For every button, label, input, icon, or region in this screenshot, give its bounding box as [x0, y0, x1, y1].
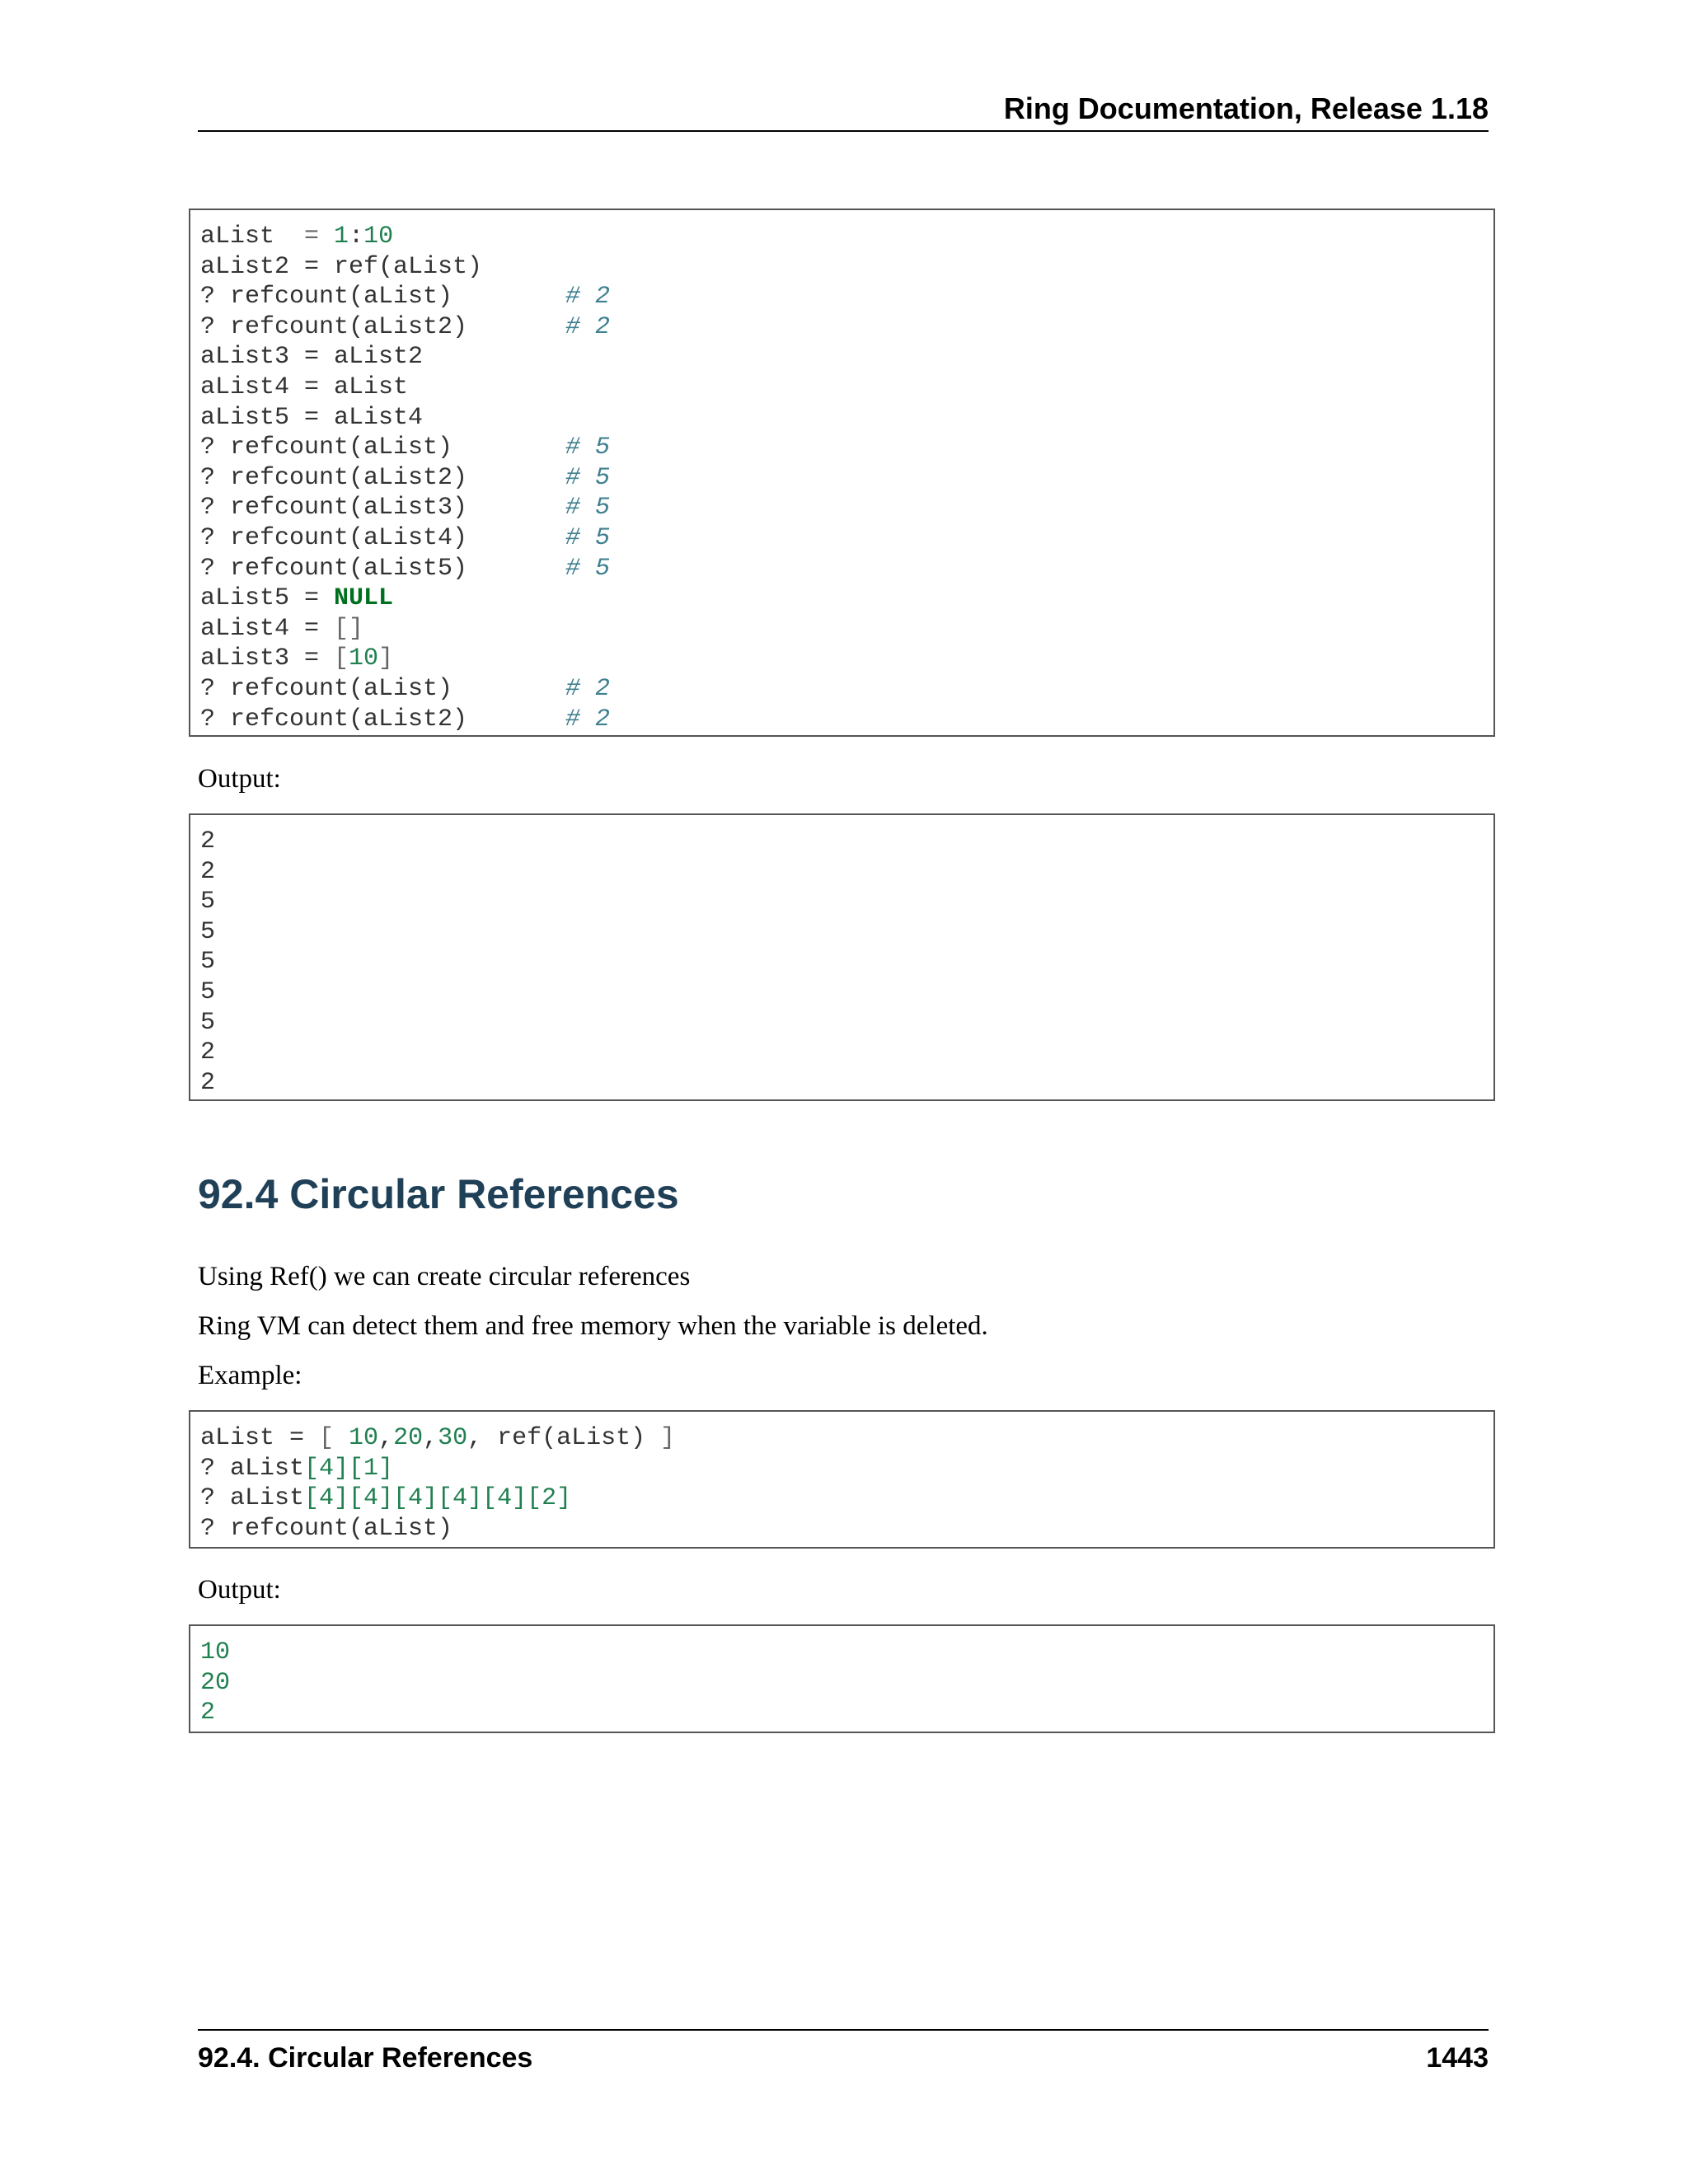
output-line: 10 [200, 1638, 231, 1666]
code-line: ? refcount(aList2) # 5 [200, 463, 611, 492]
code-line: ? refcount(aList) # 2 [200, 283, 611, 312]
code-line: aList3 = [10] [200, 644, 394, 673]
output-line: 5 [200, 977, 216, 1006]
code-line: ? refcount(aList2) # 2 [200, 312, 611, 341]
code-line: aList4 = [] [200, 614, 364, 643]
code-line: aList = 1:10 [200, 223, 394, 251]
output-label: Output: [198, 764, 281, 794]
output-line: 2 [200, 1699, 216, 1727]
page-header [198, 89, 1489, 132]
footer-section-title: 92.4. Circular References [198, 2042, 533, 2074]
code-line: aList2 = ref(aList) [200, 252, 483, 281]
page-footer [198, 2029, 1489, 2080]
code-line: ? refcount(aList5) # 5 [200, 554, 611, 583]
code-line: ? refcount(aList) [200, 1514, 453, 1543]
output-line: 5 [200, 948, 216, 977]
output-line: 2 [200, 1068, 216, 1097]
code-line: ? refcount(aList3) # 5 [200, 494, 611, 523]
document-title: Ring Documentation, Release 1.18 [1003, 91, 1489, 125]
output-block-circular [189, 1624, 1495, 1733]
code-line: ? aList[4][1] [200, 1454, 394, 1483]
paragraph: Ring VM can detect them and free memory when the variable is deleted. [198, 1311, 988, 1341]
paragraph: Using Ref() we can create circular references [198, 1262, 691, 1291]
output-block-refcount [189, 813, 1495, 1101]
output-line: 5 [200, 1008, 216, 1037]
output-line: 2 [200, 857, 216, 886]
code-line: ? refcount(aList4) # 5 [200, 523, 611, 552]
section-heading: 92.4 Circular References [198, 1171, 679, 1217]
code-block-refcount [189, 209, 1495, 737]
code-line: aList5 = NULL [200, 584, 394, 613]
code-line: ? aList[4][4][4][4][4][2] [200, 1484, 572, 1513]
code-line: ? refcount(aList) # 2 [200, 674, 611, 703]
output-line: 2 [200, 1038, 216, 1067]
code-line: aList = [ 10,20,30, ref(aList) ] [200, 1424, 676, 1452]
code-line: aList3 = aList2 [200, 343, 424, 372]
output-label: Output: [198, 1575, 281, 1605]
page-number: 1443 [1426, 2042, 1489, 2074]
code-line: ? refcount(aList2) # 2 [200, 705, 611, 733]
code-line: aList4 = aList [200, 373, 409, 401]
output-line: 20 [200, 1668, 231, 1697]
code-block-circular [189, 1410, 1495, 1549]
output-line: 5 [200, 888, 216, 916]
output-line: 5 [200, 917, 216, 946]
output-line: 2 [200, 827, 216, 855]
code-line: ? refcount(aList) # 5 [200, 434, 611, 462]
code-line: aList5 = aList4 [200, 403, 424, 432]
paragraph: Example: [198, 1361, 302, 1390]
